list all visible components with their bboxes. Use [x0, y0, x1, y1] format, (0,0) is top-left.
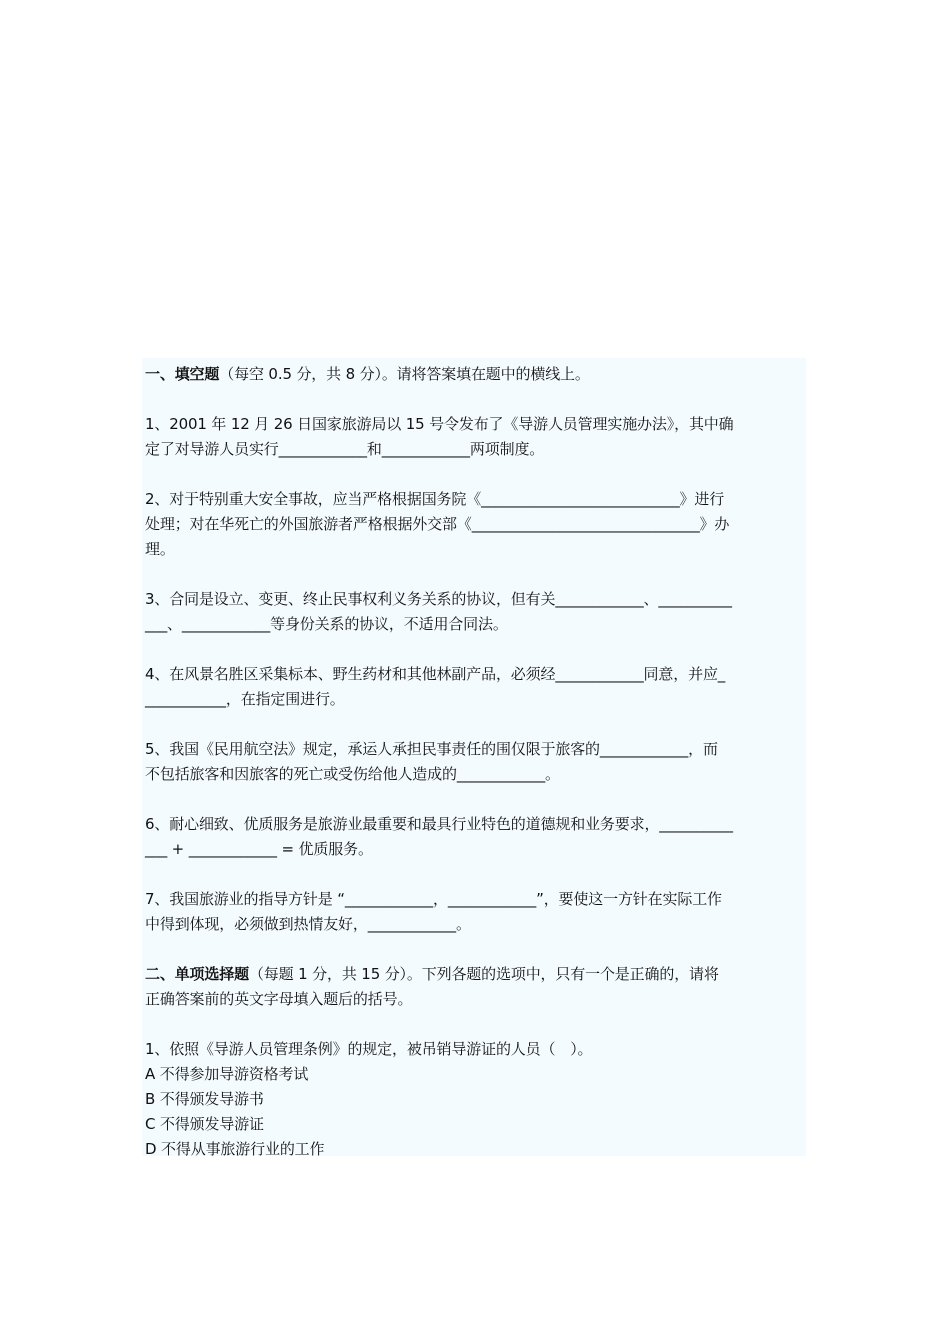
question-text: 中得到体现，必须做到热情友好，____________。	[145, 915, 471, 933]
mc-question-1	[145, 1037, 806, 1162]
question-text: ___、____________等身份关系的协议，不适用合同法。	[145, 615, 508, 633]
question-1	[145, 412, 806, 462]
question-text: 3、合同是设立、变更、终止民事权利义务关系的协议，但有关____________、__________	[145, 590, 732, 608]
question-text: ___ + ____________ = 优质服务。	[145, 840, 373, 858]
option-b: B 不得颁发导游书	[145, 1090, 264, 1108]
question-text: 2、对于特别重大安全事故，应当严格根据国务院《___________________________》进行	[145, 490, 725, 508]
question-text: 不包括旅客和因旅客的死亡或受伤给他人造成的____________。	[145, 765, 560, 783]
question-3	[145, 587, 806, 637]
question-text: 定了对导游人员实行____________和____________两项制度。	[145, 440, 545, 458]
section2-instructions: （每题 1 分，共 15 分）。下列各题的选项中，只有一个是正确的，请将	[248, 965, 719, 983]
question-5	[145, 737, 806, 787]
question-text: 7、我国旅游业的指导方针是 “____________，____________”，要使这一方针在实际工作	[145, 890, 722, 908]
option-a: A 不得参加导游资格考试	[145, 1065, 309, 1083]
question-text: 5、我国《民用航空法》规定，承运人承担民事责任的围仅限于旅客的____________，而	[145, 740, 718, 758]
question-text: 理。	[145, 540, 175, 558]
question-text: 4、在风景名胜区采集标本、野生药材和其他林副产品，必须经____________同意，并应_	[145, 665, 726, 683]
question-text: 6、耐心细致、优质服务是旅游业最重要和最具行业特色的道德规和业务要求，__________	[145, 815, 733, 833]
section2-instructions-cont: 正确答案前的英文字母填入题后的括号。	[145, 990, 413, 1008]
question-7	[145, 887, 806, 937]
question-text: 处理；对在华死亡的外国旅游者严格根据外交部《_______________________________》办	[145, 515, 730, 533]
question-4	[145, 662, 806, 712]
section2-heading	[145, 962, 806, 987]
question-text: 1、2001 年 12 月 26 日国家旅游局以 15 号令发布了《导游人员管理实施办法》，其中确	[145, 415, 734, 433]
section1-instructions: （每空 0.5 分，共 8 分）。请将答案填在题中的横线上。	[219, 365, 590, 383]
section1-title: 一、填空题	[145, 365, 220, 383]
question-6	[145, 812, 806, 862]
question-text: ___________，在指定围进行。	[145, 690, 345, 708]
option-c: C 不得颁发导游证	[145, 1115, 264, 1133]
mc-question-stem: 1、依照《导游人员管理条例》的规定，被吊销导游证的人员（ ）。	[145, 1040, 593, 1058]
section2-title: 二、单项选择题	[145, 965, 249, 983]
section1-heading	[145, 362, 806, 387]
question-2	[145, 487, 806, 562]
document-body	[142, 358, 806, 1156]
option-d: D 不得从事旅游行业的工作	[145, 1140, 325, 1158]
